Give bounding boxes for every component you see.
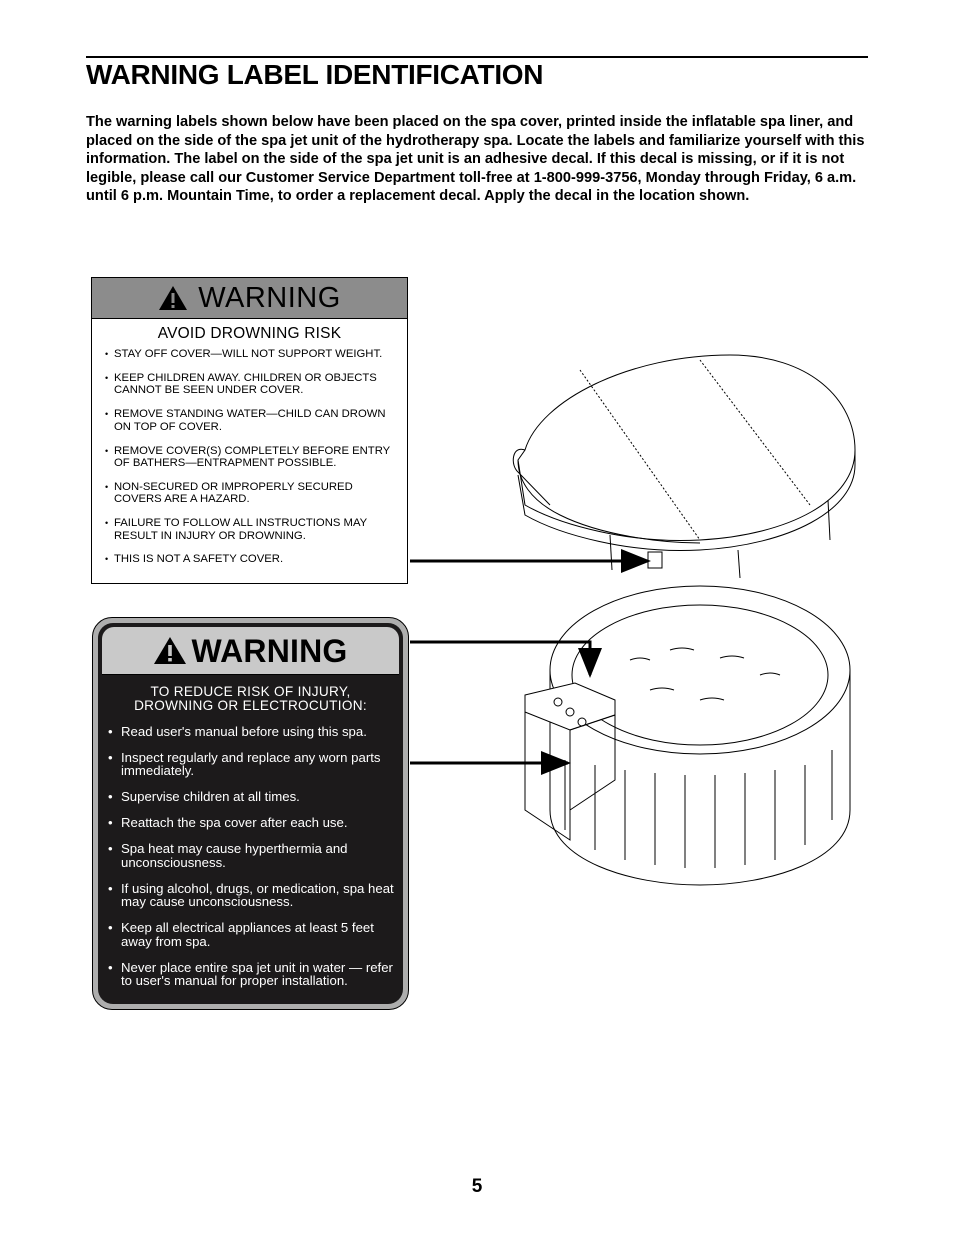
spa-tub-drawing xyxy=(525,586,850,885)
spa-warning-heading: WARNING xyxy=(191,632,348,669)
page-title: WARNING LABEL IDENTIFICATION xyxy=(86,59,544,90)
spa-warning-subheading: TO REDUCE RISK OF INJURY, DROWNING OR ELECTROCUTION: xyxy=(134,684,367,713)
list-item: • Spa heat may cause hyperthermia and unconsciousness. xyxy=(108,842,399,869)
warning-triangle-icon xyxy=(153,636,187,665)
spa-warning-list xyxy=(98,725,403,987)
warning-triangle-icon xyxy=(158,285,188,311)
list-item: • Keep all electrical appliances at least 5 feet away from spa. xyxy=(108,921,399,948)
list-item: • STAY OFF COVER—WILL NOT SUPPORT WEIGHT. xyxy=(105,348,401,360)
list-item: • KEEP CHILDREN AWAY. CHILDREN OR OBJECTS CANNOT BE SEEN UNDER COVER. xyxy=(105,372,401,397)
leader-arrows xyxy=(410,561,648,763)
list-item: • Never place entire spa jet unit in water — refer to user's manual for proper installation. xyxy=(108,961,399,988)
list-item: • Supervise children at all times. xyxy=(108,790,399,803)
spa-warning-header xyxy=(102,627,399,675)
cover-warning-label xyxy=(91,277,408,584)
list-item: • Reattach the spa cover after each use. xyxy=(108,816,399,829)
list-item: • NON-SECURED OR IMPROPERLY SECURED COVERS ARE A HAZARD. xyxy=(105,481,401,506)
list-item: • Inspect regularly and replace any worn parts immediately. xyxy=(108,751,399,778)
intro-paragraph: The warning labels shown below have been placed on the spa cover, printed inside the inflatable spa liner, and placed on the side of the spa jet unit of the hydrotherapy spa. Locate the labels and familiarize yourself with this information. The label on the side of the spa jet unit is an adhesive decal. If this decal is missing, or if it is not legible, please call our Customer Service Department toll-free at 1-800-999-3756, Monday through Friday, 6 a.m. until 6 p.m. Mountain Time, to order a replacement decal. Apply the decal in the location shown. xyxy=(86,114,865,205)
cover-warning-heading: WARNING xyxy=(198,281,341,314)
list-item: • Read user's manual before using this spa. xyxy=(108,725,399,738)
spa-cover-drawing xyxy=(513,355,855,578)
list-item: • REMOVE STANDING WATER—CHILD CAN DROWN ON TOP OF COVER. xyxy=(105,408,401,433)
spa-warning-label xyxy=(92,617,409,1010)
list-item: • THIS IS NOT A SAFETY COVER. xyxy=(105,553,401,565)
cover-warning-subheading: AVOID DROWNING RISK xyxy=(157,325,342,342)
cover-warning-list xyxy=(92,348,407,566)
spa-warning-body xyxy=(98,623,403,1004)
spa-illustration xyxy=(400,340,880,900)
cover-warning-header xyxy=(92,278,407,319)
list-item: • REMOVE COVER(S) COMPLETELY BEFORE ENTRY OF BATHERS—ENTRAPMENT POSSIBLE. xyxy=(105,445,401,470)
page-number: 5 xyxy=(471,1176,483,1197)
list-item: • FAILURE TO FOLLOW ALL INSTRUCTIONS MAY RESULT IN INJURY OR DROWNING. xyxy=(105,517,401,542)
list-item: • If using alcohol, drugs, or medication, spa heat may cause unconsciousness. xyxy=(108,882,399,909)
